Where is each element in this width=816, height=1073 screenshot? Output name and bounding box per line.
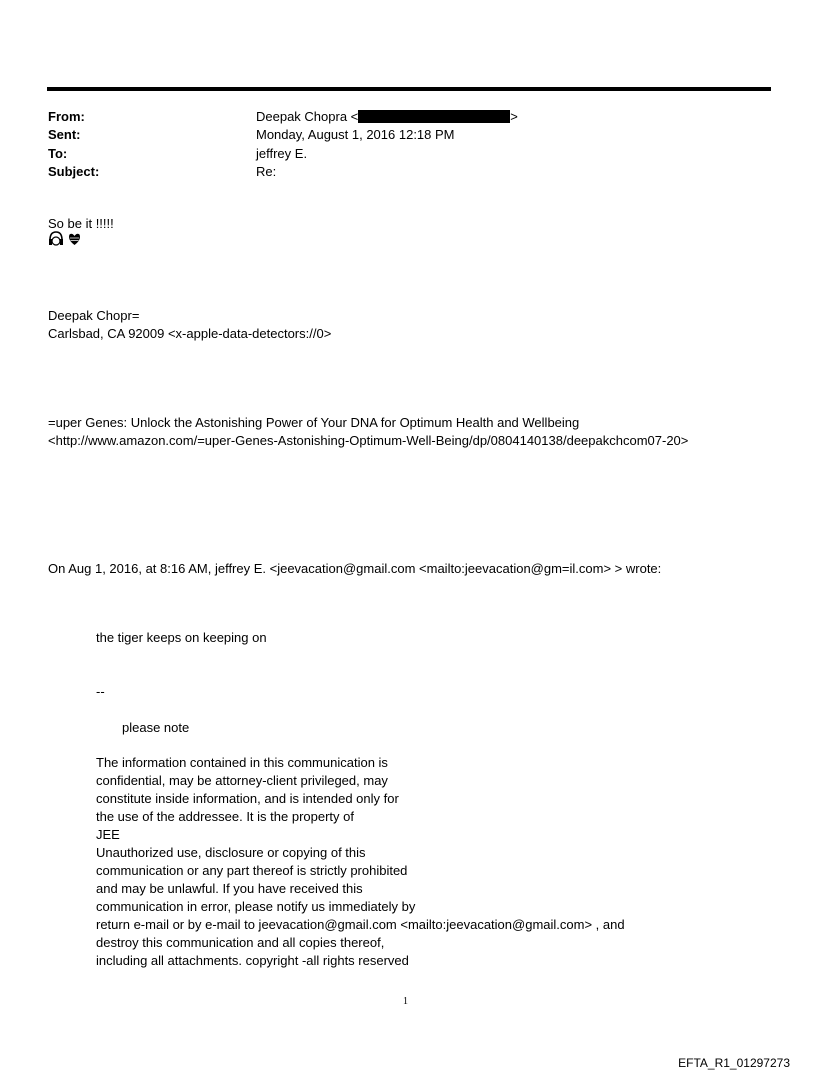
quoted-message: the tiger keeps on keeping on xyxy=(96,630,267,645)
hearts-icon xyxy=(69,234,80,245)
to-value: jeffrey E. xyxy=(256,146,308,161)
disclaimer-line: communication or any part thereof is strictly prohibited xyxy=(96,863,408,878)
please-note: please note xyxy=(122,720,190,735)
signature-name: Deepak Chopr= xyxy=(48,308,140,323)
page-number: 1 xyxy=(403,996,408,1007)
from-label: From: xyxy=(48,109,85,124)
face-headphones-icon xyxy=(49,232,63,245)
disclaimer-line: return e-mail or by e-mail to jeevacation@gmail.com <mailto:jeevacation@gmail.com> , and xyxy=(96,917,625,932)
sent-label: Sent: xyxy=(48,127,81,142)
disclaimer-line: and may be unlawful. If you have received this xyxy=(96,881,363,896)
emoji-row xyxy=(48,231,82,247)
disclaimer-line: including all attachments. copyright -all rights reserved xyxy=(96,953,409,968)
to-label: To: xyxy=(48,146,68,161)
body-line-1: So be it !!!!! xyxy=(48,216,114,231)
sent-value: Monday, August 1, 2016 12:18 PM xyxy=(256,127,455,142)
from-close: > xyxy=(510,109,518,124)
subject-label: Subject: xyxy=(48,164,100,179)
disclaimer-line: confidential, may be attorney-client privileged, may xyxy=(96,773,388,788)
signature-address: Carlsbad, CA 92009 <x-apple-data-detectors://0> xyxy=(48,326,332,341)
from-value xyxy=(256,108,518,125)
disclaimer-line: JEE xyxy=(96,827,120,842)
redaction-bar xyxy=(358,110,510,123)
document-id: EFTA_R1_01297273 xyxy=(678,1056,790,1070)
disclaimer-line: communication in error, please notify us immediately by xyxy=(96,899,416,914)
disclaimer-line: Unauthorized use, disclosure or copying of this xyxy=(96,845,366,860)
disclaimer-line: the use of the addressee. It is the property of xyxy=(96,809,354,824)
disclaimer-block xyxy=(96,754,625,970)
disclaimer-line: destroy this communication and all copies thereof, xyxy=(96,935,385,950)
disclaimer-line: constitute inside information, and is intended only for xyxy=(96,791,399,806)
quote-intro: On Aug 1, 2016, at 8:16 AM, jeffrey E. <jeevacation@gmail.com <mailto:jeevacation@gm=il.com> > wrote: xyxy=(48,561,662,576)
disclaimer-line: The information contained in this communication is xyxy=(96,755,388,770)
book-link[interactable]: <http://www.amazon.com/=uper-Genes-Astonishing-Optimum-Well-Being/dp/0804140138/deepakchcom07-20> xyxy=(48,433,689,448)
header-rule xyxy=(47,87,771,91)
subject-value: Re: xyxy=(256,164,277,179)
book-title: =uper Genes: Unlock the Astonishing Power of Your DNA for Optimum Health and Wellbeing xyxy=(48,415,580,430)
signature-separator: -- xyxy=(96,684,105,699)
from-name: Deepak Chopra < xyxy=(256,109,359,124)
